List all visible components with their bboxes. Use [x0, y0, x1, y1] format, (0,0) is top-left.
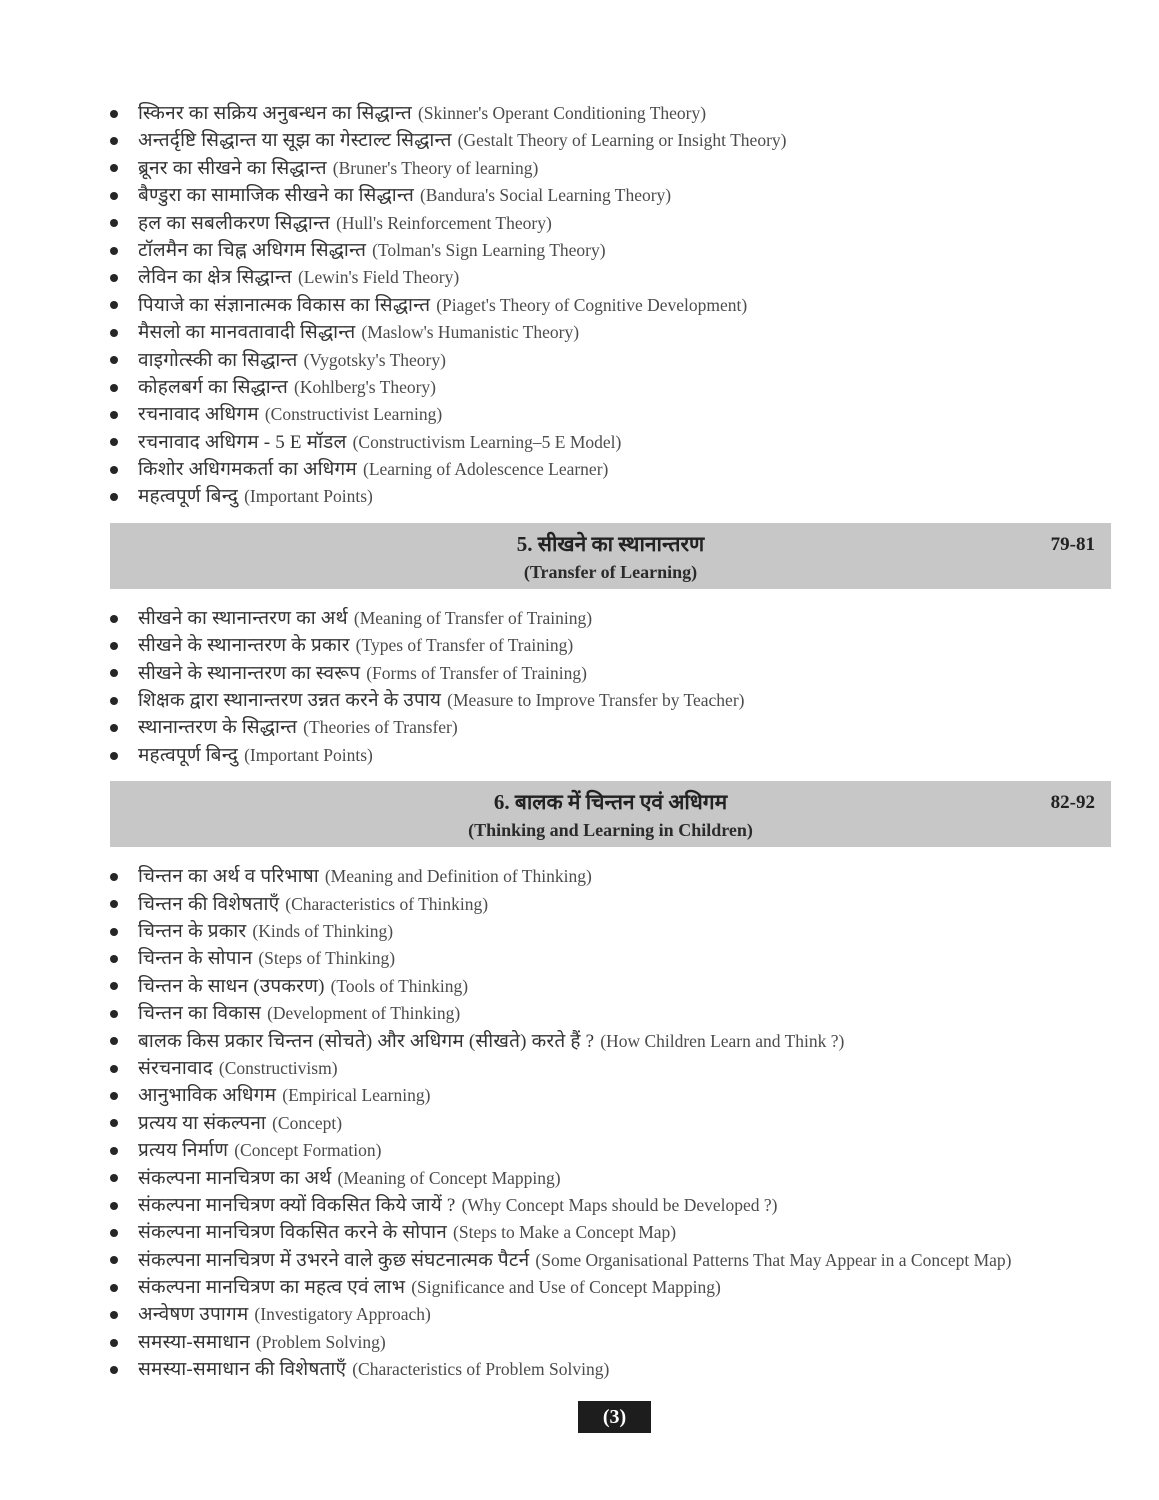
bullet-icon: [110, 669, 118, 677]
chapter6-page-range: 82-92: [1050, 792, 1095, 814]
toc-item-hindi-label: प्रत्यय निर्माण: [138, 1140, 229, 1162]
toc-item-english-label: (Tolman's Sign Learning Theory): [372, 239, 606, 260]
toc-item-english-label: (Constructivist Learning): [264, 404, 443, 425]
toc-item-hindi-label: चिन्तन का अर्थ व परिभाषा: [138, 866, 319, 888]
bullet-icon: [110, 752, 118, 760]
chapter5-title-english: (Transfer of Learning): [523, 561, 698, 582]
toc-list-item: [110, 400, 1111, 427]
toc-item-hindi-label: संकल्पना मानचित्रण का अर्थ: [138, 1167, 332, 1189]
toc-item-hindi-label: संरचनावाद: [138, 1057, 213, 1079]
toc-item-hindi-label: चिन्तन के साधन (उपकरण): [138, 975, 325, 997]
bullet-icon: [110, 1339, 118, 1347]
bullet-icon: [110, 1202, 118, 1210]
toc-list-item: [110, 1109, 1111, 1136]
bullet-icon: [110, 1311, 118, 1319]
bullet-icon: [110, 110, 118, 118]
bullet-icon: [110, 192, 118, 200]
toc-item-english-label: (Kohlberg's Theory): [294, 376, 436, 397]
toc-item-english-label: (Piaget's Theory of Cognitive Development): [436, 294, 748, 315]
toc-item-hindi-label: संकल्पना मानचित्रण का महत्व एवं लाभ: [138, 1277, 406, 1299]
toc-list-item: [110, 972, 1111, 999]
toc-list-item: [110, 1218, 1111, 1245]
toc-item-english-label: (Maslow's Humanistic Theory): [361, 322, 580, 343]
chapter6-toc-list: [110, 862, 1111, 1382]
toc-list-item: [110, 862, 1111, 889]
toc-item-english-label: (Characteristics of Problem Solving): [352, 1359, 610, 1380]
chapter5-toc-list: [110, 604, 1111, 768]
toc-item-hindi-label: कोहलबर्ग का सिद्धान्त: [138, 376, 288, 398]
toc-list-item: [110, 1054, 1111, 1081]
toc-list-item: [110, 631, 1111, 658]
toc-item-english-label: (Vygotsky's Theory): [303, 349, 446, 370]
toc-item-hindi-label: हल का सबलीकरण सिद्धान्त: [138, 212, 331, 234]
toc-list-item: [110, 99, 1111, 126]
toc-item-english-label: (Bruner's Theory of learning): [332, 157, 539, 178]
toc-item-hindi-label: महत्वपूर्ण बिन्दु: [138, 744, 239, 766]
bullet-icon: [110, 466, 118, 474]
toc-item-hindi-label: स्किनर का सक्रिय अनुबन्धन का सिद्धान्त: [138, 103, 412, 124]
bullet-icon: [110, 1147, 118, 1155]
bullet-icon: [110, 615, 118, 623]
toc-item-english-label: (Significance and Use of Concept Mapping): [411, 1277, 721, 1298]
toc-list-item: [110, 126, 1111, 153]
bullet-icon: [110, 724, 118, 732]
toc-item-english-label: (Forms of Transfer of Training): [366, 662, 587, 683]
bullet-icon: [110, 982, 118, 990]
toc-content: [110, 0, 1111, 1383]
toc-item-english-label: (Kinds of Thinking): [252, 920, 394, 941]
toc-list-item: [110, 482, 1111, 509]
toc-item-hindi-label: पियाजे का संज्ञानात्मक विकास का सिद्धान्त: [138, 294, 431, 316]
toc-item-hindi-label: अन्तर्दृष्टि सिद्धान्त या सूझ का गेस्टाल्ट सिद्धान्त: [138, 130, 452, 152]
toc-item-english-label: (Hull's Reinforcement Theory): [336, 212, 552, 233]
toc-item-hindi-label: प्रत्यय या संकल्पना: [138, 1112, 267, 1134]
toc-item-english-label: (Lewin's Field Theory): [297, 267, 460, 288]
toc-list-item: [110, 1191, 1111, 1218]
toc-list-item: [110, 713, 1111, 740]
chapter6-header-bar: [110, 781, 1111, 847]
chapter4-toc-list: [110, 99, 1111, 510]
toc-item-hindi-label: संकल्पना मानचित्रण में उभरने वाले कुछ संघटनात्मक पैटर्न: [138, 1249, 530, 1271]
toc-item-english-label: (Important Points): [244, 744, 373, 765]
toc-item-hindi-label: समस्या-समाधान की विशेषताएँ: [138, 1359, 347, 1381]
bullet-icon: [110, 697, 118, 705]
toc-item-hindi-label: अन्वेषण उपागम: [138, 1304, 249, 1326]
bullet-icon: [110, 274, 118, 282]
toc-item-english-label: (Skinner's Operant Conditioning Theory): [417, 103, 707, 123]
bullet-icon: [110, 137, 118, 145]
bullet-icon: [110, 219, 118, 227]
toc-item-hindi-label: आनुभाविक अधिगम: [138, 1085, 277, 1107]
bullet-icon: [110, 1229, 118, 1237]
toc-item-english-label: (Important Points): [244, 486, 373, 507]
bullet-icon: [110, 356, 118, 364]
toc-list-item: [110, 373, 1111, 400]
toc-item-hindi-label: बालक किस प्रकार चिन्तन (सोचते) और अधिगम (सीखते) करते हैं ?: [138, 1030, 595, 1052]
toc-item-english-label: (Meaning and Definition of Thinking): [324, 866, 592, 887]
toc-item-hindi-label: लेविन का क्षेत्र सिद्धान्त: [138, 267, 292, 289]
toc-item-english-label: (Bandura's Social Learning Theory): [419, 185, 672, 206]
toc-item-english-label: (Concept Formation): [234, 1140, 382, 1161]
bullet-icon: [110, 247, 118, 255]
toc-item-english-label: (How Children Learn and Think ?): [600, 1030, 845, 1051]
toc-list-item: [110, 1081, 1111, 1108]
toc-item-hindi-label: स्थानान्तरण के सिद्धान्त: [138, 717, 298, 739]
toc-item-hindi-label: सीखने के स्थानान्तरण का स्वरूप: [138, 662, 361, 684]
toc-item-english-label: (Gestalt Theory of Learning or Insight Theory): [457, 130, 787, 151]
toc-list-item: [110, 741, 1111, 768]
toc-list-item: [110, 1355, 1111, 1382]
toc-item-english-label: (Concept): [272, 1112, 343, 1133]
toc-item-english-label: (Steps to Make a Concept Map): [453, 1222, 677, 1243]
toc-list-item: [110, 917, 1111, 944]
chapter6-title-hindi: 6. बालक में चिन्तन एवं अधिगम: [493, 790, 728, 815]
toc-list-item: [110, 1027, 1111, 1054]
toc-list-item: [110, 686, 1111, 713]
toc-item-english-label: (Why Concept Maps should be Developed ?): [461, 1194, 778, 1215]
toc-item-english-label: (Types of Transfer of Training): [355, 635, 574, 656]
bullet-icon: [110, 1174, 118, 1182]
toc-item-hindi-label: रचनावाद अधिगम - 5 E मॉडल: [138, 431, 347, 453]
toc-item-hindi-label: किशोर अधिगमकर्ता का अधिगम: [138, 459, 357, 481]
toc-item-hindi-label: ब्रूनर का सीखने का सिद्धान्त: [138, 157, 327, 179]
toc-item-hindi-label: बैण्डुरा का सामाजिक सीखने का सिद्धान्त: [138, 185, 414, 207]
bullet-icon: [110, 873, 118, 881]
toc-item-hindi-label: चिन्तन का विकास: [138, 1003, 262, 1025]
bullet-icon: [110, 1256, 118, 1264]
toc-item-english-label: (Meaning of Transfer of Training): [353, 607, 593, 628]
toc-item-english-label: (Some Organisational Patterns That May Appear in a Concept Map): [535, 1249, 1012, 1270]
chapter5-header-bar: [110, 523, 1111, 589]
toc-list-item: [110, 944, 1111, 971]
bullet-icon: [110, 1092, 118, 1100]
toc-item-english-label: (Constructivism): [218, 1057, 338, 1078]
toc-item-english-label: (Problem Solving): [255, 1331, 386, 1352]
toc-list-item: [110, 1328, 1111, 1355]
toc-list-item: [110, 604, 1111, 631]
page-number-badge: (3): [578, 1401, 651, 1433]
toc-item-english-label: (Measure to Improve Transfer by Teacher): [447, 690, 745, 711]
toc-list-item: [110, 659, 1111, 686]
toc-list-item: [110, 1273, 1111, 1300]
toc-item-english-label: (Characteristics of Thinking): [285, 893, 489, 914]
bullet-icon: [110, 301, 118, 309]
bullet-icon: [110, 955, 118, 963]
bullet-icon: [110, 411, 118, 419]
toc-item-english-label: (Learning of Adolescence Learner): [363, 459, 609, 480]
toc-list-item: [110, 154, 1111, 181]
toc-item-english-label: (Theories of Transfer): [303, 717, 458, 738]
toc-item-hindi-label: चिन्तन के सोपान: [138, 948, 253, 970]
toc-item-hindi-label: संकल्पना मानचित्रण क्यों विकसित किये जायें ?: [138, 1194, 456, 1216]
toc-item-english-label: (Development of Thinking): [267, 1003, 461, 1024]
chapter5-title-hindi: 5. सीखने का स्थानान्तरण: [516, 531, 705, 556]
toc-list-item: [110, 236, 1111, 263]
toc-list-item: [110, 999, 1111, 1026]
bullet-icon: [110, 928, 118, 936]
bullet-icon: [110, 384, 118, 392]
toc-item-english-label: (Empirical Learning): [282, 1085, 431, 1106]
toc-list-item: [110, 455, 1111, 482]
toc-list-item: [110, 263, 1111, 290]
toc-item-english-label: (Tools of Thinking): [330, 975, 469, 996]
bullet-icon: [110, 329, 118, 337]
bullet-icon: [110, 1065, 118, 1073]
toc-item-hindi-label: समस्या-समाधान: [138, 1331, 250, 1353]
toc-item-hindi-label: सीखने के स्थानान्तरण के प्रकार: [138, 635, 350, 657]
toc-list-item: [110, 181, 1111, 208]
toc-list-item: [110, 1300, 1111, 1327]
bullet-icon: [110, 438, 118, 446]
toc-list-item: [110, 428, 1111, 455]
toc-item-hindi-label: चिन्तन के प्रकार: [138, 920, 247, 942]
toc-item-hindi-label: चिन्तन की विशेषताएँ: [138, 893, 280, 915]
bullet-icon: [110, 900, 118, 908]
toc-item-hindi-label: टॉलमैन का चिह्न अधिगम सिद्धान्त: [138, 239, 367, 261]
bullet-icon: [110, 642, 118, 650]
bullet-icon: [110, 164, 118, 172]
chapter5-page-range: 79-81: [1050, 533, 1095, 555]
toc-item-english-label: (Steps of Thinking): [258, 948, 396, 969]
chapter6-title-english: (Thinking and Learning in Children): [468, 820, 753, 841]
toc-item-english-label: (Investigatory Approach): [254, 1304, 431, 1325]
toc-item-hindi-label: महत्वपूर्ण बिन्दु: [138, 486, 239, 508]
bullet-icon: [110, 1037, 118, 1045]
toc-item-hindi-label: संकल्पना मानचित्रण विकसित करने के सोपान: [138, 1222, 448, 1244]
toc-item-english-label: (Meaning of Concept Mapping): [337, 1167, 561, 1188]
toc-list-item: [110, 1246, 1111, 1273]
bullet-icon: [110, 1119, 118, 1127]
bullet-icon: [110, 1010, 118, 1018]
toc-item-hindi-label: सीखने का स्थानान्तरण का अर्थ: [138, 607, 348, 629]
toc-list-item: [110, 318, 1111, 345]
toc-item-hindi-label: रचनावाद अधिगम: [138, 404, 259, 426]
toc-item-english-label: (Constructivism Learning–5 E Model): [352, 431, 622, 452]
bullet-icon: [110, 1366, 118, 1374]
toc-list-item: [110, 1164, 1111, 1191]
toc-item-hindi-label: वाइगोत्स्की का सिद्धान्त: [138, 349, 298, 371]
bullet-icon: [110, 1284, 118, 1292]
toc-list-item: [110, 209, 1111, 236]
toc-list-item: [110, 1136, 1111, 1163]
toc-item-hindi-label: मैसलो का मानवतावादी सिद्धान्त: [138, 322, 356, 344]
toc-list-item: [110, 890, 1111, 917]
toc-list-item: [110, 291, 1111, 318]
bullet-icon: [110, 493, 118, 501]
toc-list-item: [110, 346, 1111, 373]
toc-item-hindi-label: शिक्षक द्वारा स्थानान्तरण उन्नत करने के उपाय: [138, 690, 442, 712]
